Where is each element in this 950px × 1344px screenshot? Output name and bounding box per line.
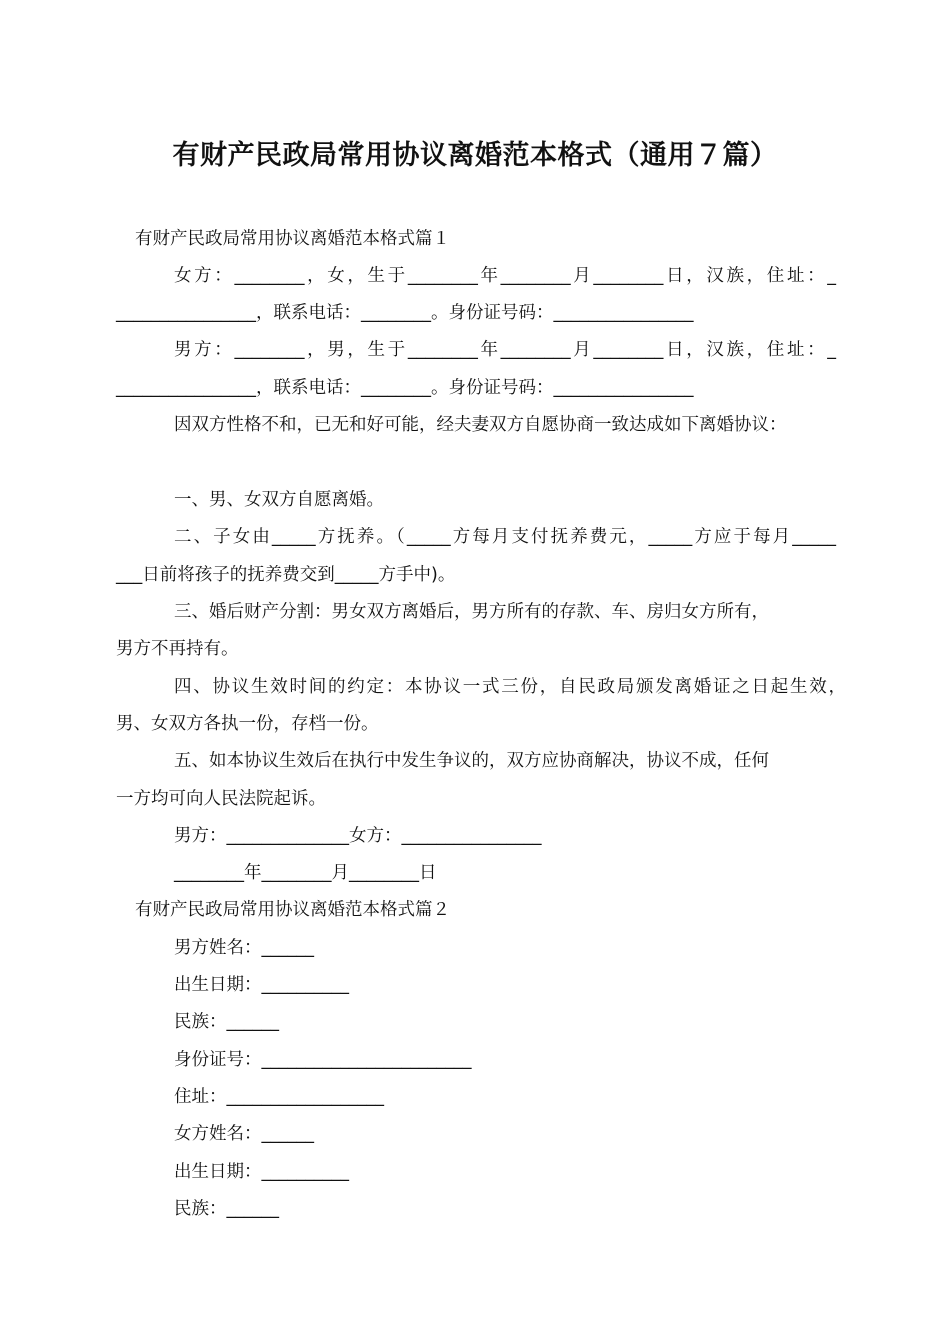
date-line: ________年________月________日: [174, 863, 437, 883]
agreement-intro: 因双方性格不和，已无和好可能，经夫妻双方自愿协商一致达成如下离婚协议：: [174, 415, 787, 435]
clause-5-line2: 一方均可向人民法院起诉。: [116, 789, 326, 809]
male-address-field: 住址：__________________: [174, 1087, 384, 1107]
document-title: 有财产民政局常用协议离婚范本格式（通用７篇）: [172, 140, 778, 171]
signature-line: 男方：______________女方：________________: [174, 826, 542, 846]
clause-3-line1: 三、婚后财产分割：男女双方离婚后，男方所有的存款、车、房归女方所有，: [174, 602, 769, 622]
male-birthdate-field: 出生日期：__________: [174, 975, 349, 995]
male-ethnicity-field: 民族：______: [174, 1012, 279, 1032]
clause-4-line2: 男、女双方各执一份，存档一份。: [116, 714, 379, 734]
female-info-line1: 女方：________，女，生于________年________月________日，汉族，住址：_: [174, 266, 836, 286]
clause-3-line2: 男方不再持有。: [116, 639, 239, 659]
clause-1: 一、男、女双方自愿离婚。: [174, 490, 384, 510]
female-info-line2: ________________，联系电话：________。身份证号码：________________: [116, 303, 694, 323]
male-id-number-field: 身份证号：________________________: [174, 1050, 472, 1070]
female-name-field: 女方姓名：______: [174, 1124, 314, 1144]
clause-4-line1: 四、协议生效时间的约定：本协议一式三份，自民政局颁发离婚证之日起生效，: [174, 677, 846, 697]
female-ethnicity-field: 民族：______: [174, 1199, 279, 1219]
section1-heading: 有财产民政局常用协议离婚范本格式篇１: [135, 229, 450, 249]
clause-2-line1: 二、子女由_____方抚养。（_____方每月支付抚养费元，_____方应于每月_____: [174, 527, 836, 547]
clause-2-line2: ___日前将孩子的抚养费交到_____方手中)。: [116, 565, 456, 585]
female-birthdate-field: 出生日期：__________: [174, 1162, 349, 1182]
clause-5-line1: 五、如本协议生效后在执行中发生争议的，双方应协商解决，协议不成，任何: [174, 751, 769, 771]
male-info-line2: ________________，联系电话：________。身份证号码：________________: [116, 378, 694, 398]
male-info-line1: 男方：________，男，生于________年________月________日，汉族，住址：_: [174, 340, 836, 360]
section2-heading: 有财产民政局常用协议离婚范本格式篇２: [135, 900, 450, 920]
male-name-field: 男方姓名：______: [174, 938, 314, 958]
